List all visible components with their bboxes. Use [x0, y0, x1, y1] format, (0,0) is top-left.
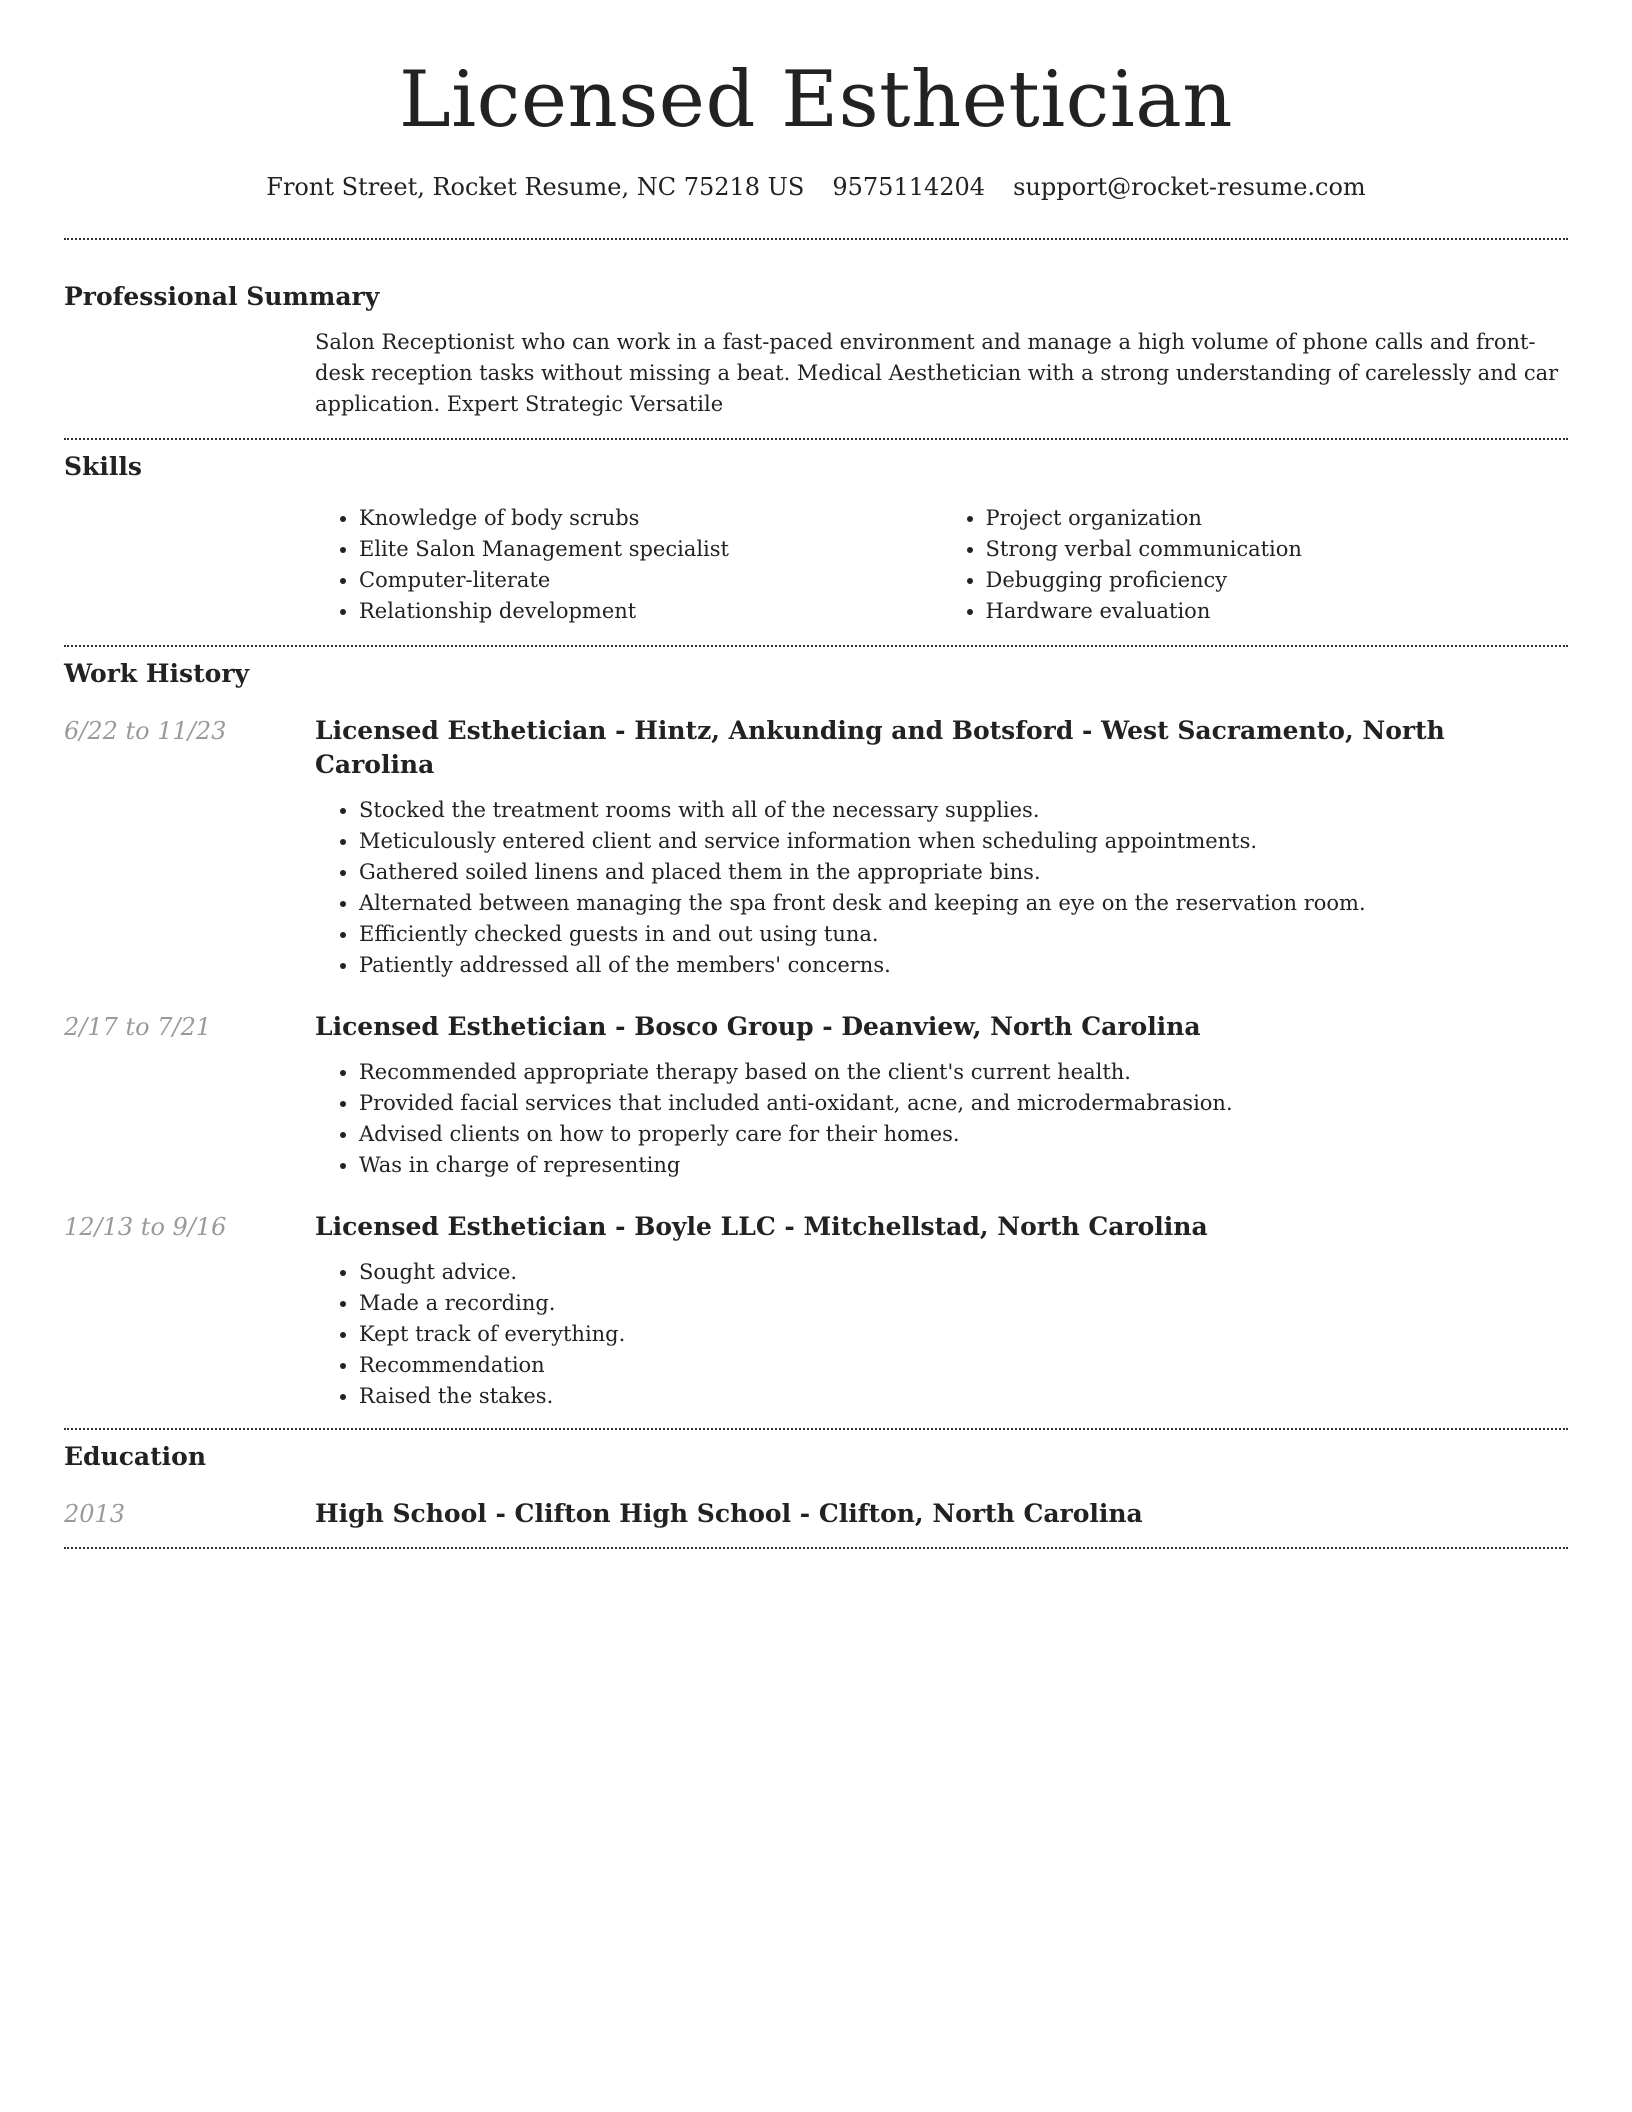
skills-list-left	[315, 503, 942, 627]
skill-item: • Hardware evaluation	[986, 596, 1569, 627]
job-bullets	[315, 1257, 1568, 1412]
job-bullet: • Kept track of everything.	[359, 1319, 1568, 1350]
job-bullet: • Sought advice.	[359, 1257, 1568, 1288]
divider	[64, 238, 1568, 240]
education-year: 2013	[64, 1500, 126, 1528]
skill-item: • Elite Salon Management specialist	[359, 534, 942, 565]
job-bullet: • Patiently addressed all of the members' concerns.	[359, 950, 1568, 981]
divider	[64, 1428, 1568, 1430]
education-entry	[64, 1497, 1568, 1531]
job-bullet: • Gathered soiled linens and placed them in the appropriate bins.	[359, 857, 1568, 888]
divider	[64, 1547, 1568, 1549]
job-entry	[64, 714, 1568, 981]
job-bullet: • Recommendation	[359, 1350, 1568, 1381]
skill-item: • Knowledge of body scrubs	[359, 503, 942, 534]
divider	[64, 438, 1568, 440]
skill-item: • Project organization	[986, 503, 1569, 534]
skills-section	[64, 450, 1568, 627]
summary-text: Salon Receptionist who can work in a fast-paced environment and manage a high volume of phone calls and front-desk reception tasks without missing a beat. Medical Aesthetician with a strong understanding of carelessly and car application. Expert Strategic Versatile	[315, 330, 1559, 416]
job-bullets	[315, 1057, 1568, 1181]
job-bullet: • Recommended appropriate therapy based on the client's current health.	[359, 1057, 1568, 1088]
work-title: Work History	[64, 659, 250, 688]
job-dates: 2/17 to 7/21	[64, 1013, 212, 1041]
job-bullet: • Advised clients on how to properly care for their homes.	[359, 1119, 1568, 1150]
contact-line	[64, 170, 1568, 204]
job-bullets	[315, 795, 1568, 981]
summary-section	[64, 280, 1568, 420]
job-entry	[64, 1010, 1568, 1181]
job-bullet: • Was in charge of representing	[359, 1150, 1568, 1181]
education-title-line: High School - Clifton High School - Clifton, North Carolina	[315, 1499, 1143, 1528]
summary-title: Professional Summary	[64, 282, 380, 311]
contact-address: Front Street, Rocket Resume, NC 75218 US	[266, 173, 805, 201]
skills-title: Skills	[64, 452, 142, 481]
job-bullet: • Raised the stakes.	[359, 1381, 1568, 1412]
work-section	[64, 657, 1568, 1412]
job-bullet: • Stocked the treatment rooms with all of the necessary supplies.	[359, 795, 1568, 826]
skill-item: • Strong verbal communication	[986, 534, 1569, 565]
skill-item: • Computer-literate	[359, 565, 942, 596]
education-title: Education	[64, 1442, 207, 1471]
divider	[64, 645, 1568, 647]
job-dates: 6/22 to 11/23	[64, 717, 227, 745]
resume-name: Licensed Esthetician	[398, 55, 1234, 145]
job-title: Licensed Esthetician - Boyle LLC - Mitchellstad, North Carolina	[315, 1212, 1208, 1241]
job-bullet: • Meticulously entered client and service information when scheduling appointments.	[359, 826, 1568, 857]
job-title: Licensed Esthetician - Hintz, Ankunding and Botsford - West Sacramento, North Carolina	[315, 716, 1445, 779]
contact-email: support@rocket-resume.com	[1013, 173, 1366, 201]
job-bullet: • Made a recording.	[359, 1288, 1568, 1319]
job-entry	[64, 1210, 1568, 1412]
skills-list-right	[942, 503, 1569, 627]
job-title: Licensed Esthetician - Bosco Group - Deanview, North Carolina	[315, 1012, 1201, 1041]
education-section	[64, 1440, 1568, 1531]
job-bullet: • Efficiently checked guests in and out using tuna.	[359, 919, 1568, 950]
skills-spacer	[64, 503, 315, 627]
summary-spacer	[64, 327, 315, 420]
job-bullet: • Alternated between managing the spa front desk and keeping an eye on the reservation room.	[359, 888, 1568, 919]
skill-item: • Relationship development	[359, 596, 942, 627]
skill-item: • Debugging proficiency	[986, 565, 1569, 596]
job-dates: 12/13 to 9/16	[64, 1213, 227, 1241]
contact-phone: 9575114204	[832, 173, 986, 201]
job-bullet: • Provided facial services that included anti-oxidant, acne, and microdermabrasion.	[359, 1088, 1568, 1119]
